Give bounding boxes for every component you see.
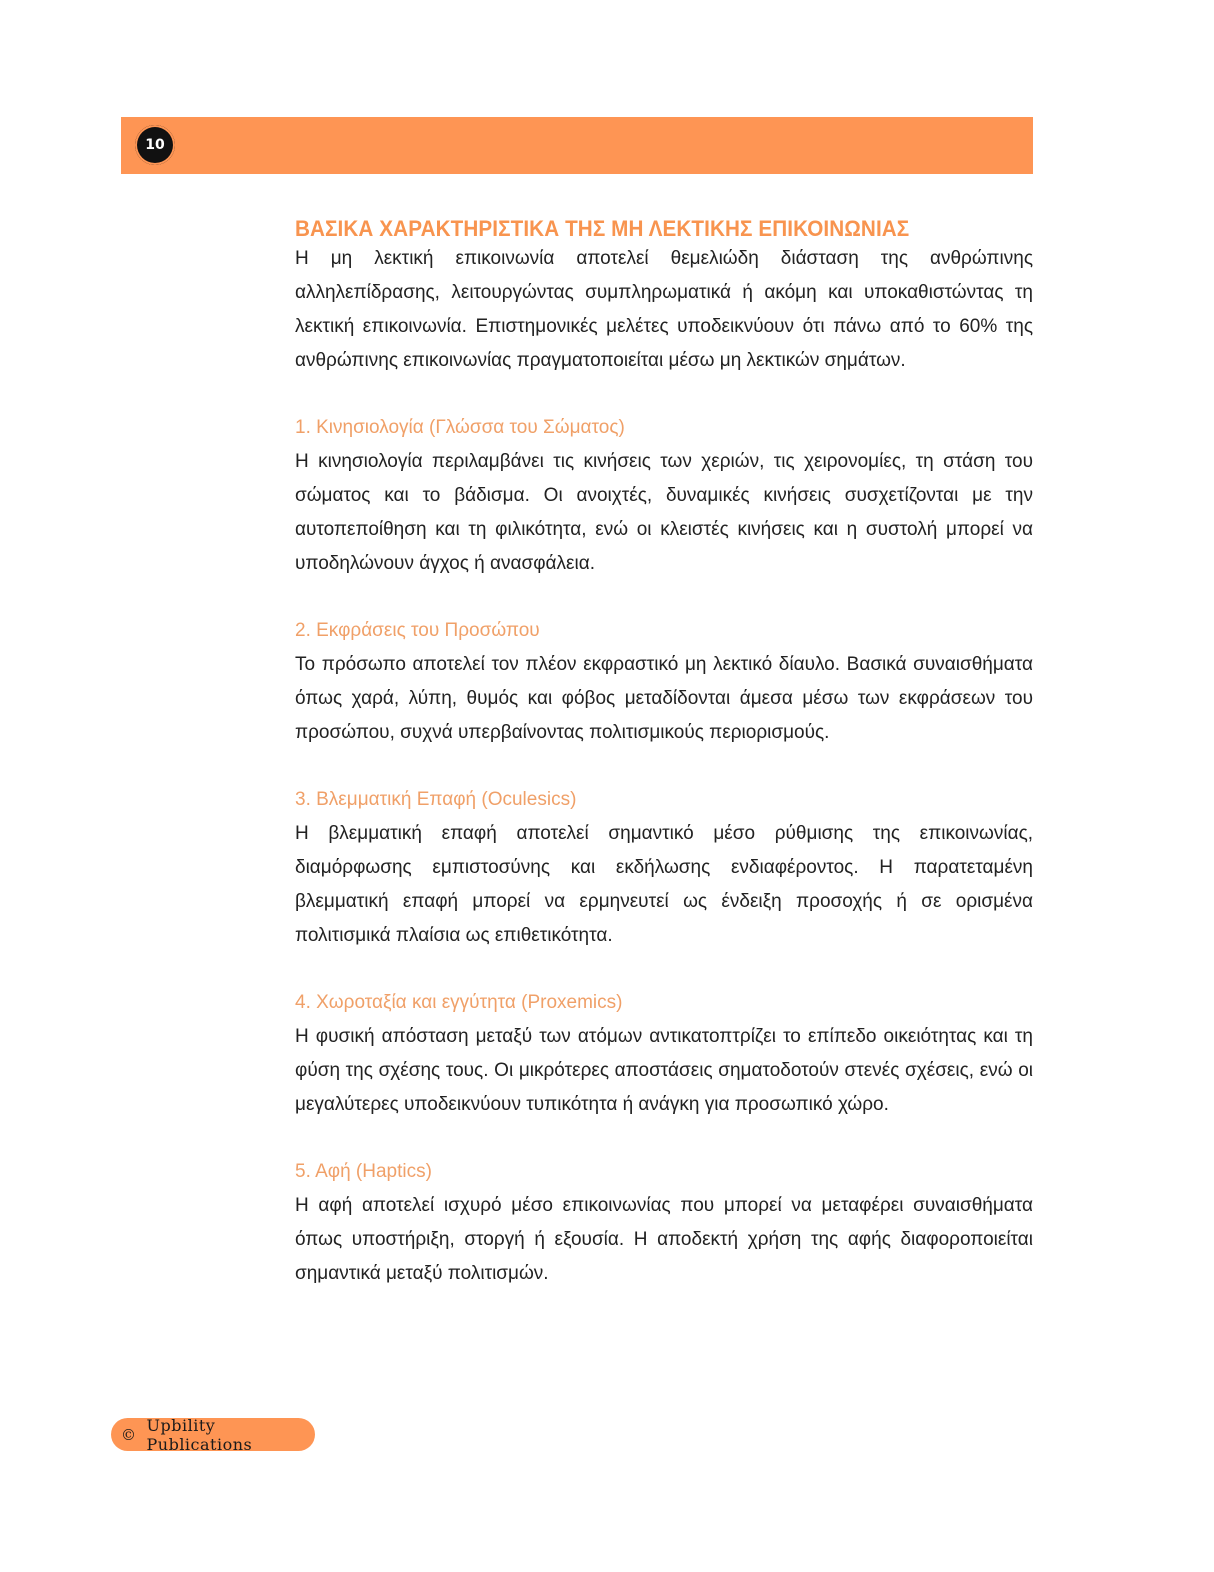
section-proxemics xyxy=(295,986,1033,1122)
section-heading: 1. Κινησιολογία (Γλώσσα του Σώματος) xyxy=(295,417,625,438)
section-kinesics xyxy=(295,411,1033,581)
page-number-badge xyxy=(135,125,175,165)
header-bar xyxy=(121,117,1033,174)
section-heading: 3. Βλεμματική Επαφή (Oculesics) xyxy=(295,789,577,810)
section-text: Η κινησιολογία περιλαμβάνει τις κινήσεις των χεριών, τις χειρονομίες, τη στάση του σώματος και το βάδισμα. Οι ανοιχτές, δυναμικές κινήσεις συσχετίζονται με την αυτοπεποίθηση και τη φιλικότητα, ενώ οι κλειστές κινήσεις και η συστολή μπορεί να υποδηλώνουν άγχος ή ανασφάλεια. xyxy=(295,451,1033,574)
section-text: Το πρόσωπο αποτελεί τον πλέον εκφραστικό μη λεκτικό δίαυλο. Βασικά συναισθήματα όπως χαρά, λύπη, θυμός και φόβος μεταδίδονται άμεσα μέσω των εκφράσεων του προσώπου, συχνά υπερβαίνοντας πολιτισμικούς περιορισμούς. xyxy=(295,654,1033,743)
publisher-footer xyxy=(111,1415,315,1454)
publisher-name: Upbility Publications xyxy=(146,1415,253,1454)
section-oculesics xyxy=(295,783,1033,953)
section-heading: 5. Αφή (Haptics) xyxy=(295,1161,432,1182)
section-text: Η αφή αποτελεί ισχυρό μέσο επικοινωνίας που μπορεί να μεταφέρει συναισθήματα όπως υποστήριξη, στοργή ή εξουσία. Η αποδεκτή χρήση της αφής διαφοροποιείται σημαντικά μεταξύ πολιτισμών. xyxy=(295,1195,1033,1284)
page-title: ΒΑΣΙΚΑ ΧΑΡΑΚΤΗΡΙΣΤΙΚΑ ΤΗΣ ΜΗ ΛΕΚΤΙΚΗΣ ΕΠΙΚΟΙΝΩΝΙΑΣ xyxy=(295,216,910,241)
copyright-icon: © xyxy=(121,1425,137,1444)
section-facial-expressions xyxy=(295,614,1033,750)
section-heading: 2. Εκφράσεις του Προσώπου xyxy=(295,620,540,641)
section-text: Η βλεμματική επαφή αποτελεί σημαντικό μέσο ρύθμισης της επικοινωνίας, διαμόρφωσης εμπιστοσύνης και εκδήλωσης ενδιαφέροντος. Η παρατεταμένη βλεμματική επαφή μπορεί να ερμηνευτεί ως ένδειξη προσοχής ή σε ορισμένα πολιτισμικά πλαίσια ως επιθετικότητα. xyxy=(295,823,1033,946)
section-haptics xyxy=(295,1155,1033,1291)
section-heading: 4. Χωροταξία και εγγύτητα (Proxemics) xyxy=(295,992,623,1013)
intro-paragraph: Η μη λεκτική επικοινωνία αποτελεί θεμελιώδη διάσταση της ανθρώπινης αλληλεπίδρασης, λειτουργώντας συμπληρωματικά ή ακόμη και υποκαθιστώντας τη λεκτική επικοινωνία. Επιστημονικές μελέτες υποδεικνύουν ότι πάνω από το 60% της ανθρώπινης επικοινωνίας πραγματοποιείται μέσω μη λεκτικών σημάτων. xyxy=(295,248,1033,371)
section-text: Η φυσική απόσταση μεταξύ των ατόμων αντικατοπτρίζει το επίπεδο οικειότητας και τη φύση της σχέσης τους. Οι μικρότερες αποστάσεις σηματοδοτούν στενές σχέσεις, ενώ οι μεγαλύτερες υποδεικνύουν τυπικότητα ή ανάγκη για προσωπικό χώρο. xyxy=(295,1026,1033,1115)
page-number: 10 xyxy=(145,137,165,153)
main-content xyxy=(295,216,1033,1291)
